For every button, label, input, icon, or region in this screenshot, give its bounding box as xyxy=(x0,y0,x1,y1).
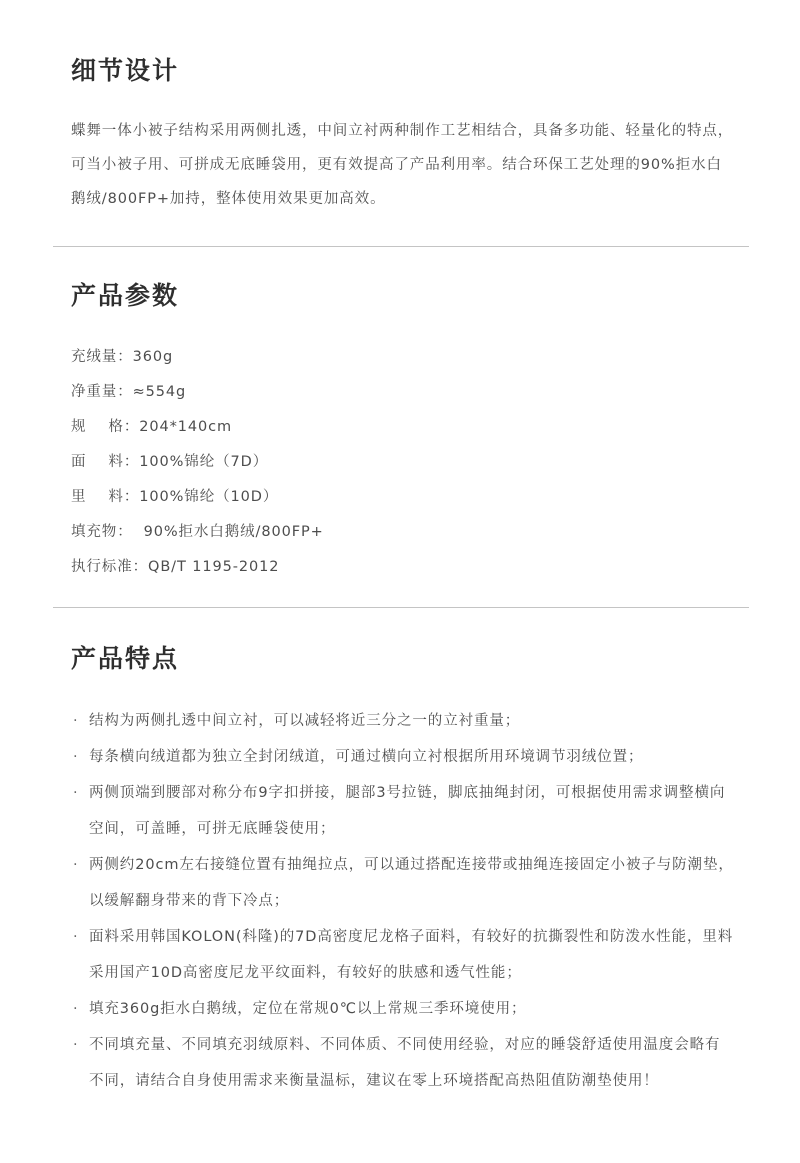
feature-item xyxy=(71,703,735,739)
divider xyxy=(53,246,749,247)
feature-text: 两侧顶端到腰部对称分布9字扣拼接，腿部3号拉链，脚底抽绳封闭，可根据使用需求调整横向空间，可盖睡，可拼无底睡袋使用； xyxy=(89,785,726,837)
param-value: 90%拒水白鹅绒/800FP+ xyxy=(132,524,324,540)
section-title-features: 产品特点 xyxy=(71,644,180,673)
feature-item xyxy=(71,847,735,919)
feature-text: 填充360g拒水白鹅绒，定位在常规0℃以上常规三季环境使用； xyxy=(89,1001,527,1017)
param-row-net-weight xyxy=(71,375,324,410)
feature-text: 每条横向绒道都为独立全封闭绒道，可通过横向立衬根据所用环境调节羽绒位置； xyxy=(89,749,644,765)
param-label: 净重量： xyxy=(71,384,133,400)
feature-item xyxy=(71,1027,735,1099)
param-row-lining xyxy=(71,480,324,515)
feature-item xyxy=(71,919,735,991)
param-value: 100%锦纶（10D） xyxy=(139,489,279,505)
bullet-icon: · xyxy=(73,1037,79,1053)
param-label: 填充物： xyxy=(71,524,133,540)
param-row-filling xyxy=(71,515,324,550)
feature-text: 两侧约20cm左右接缝位置有抽绳拉点，可以通过搭配连接带或抽绳连接固定小被子与防潮垫，以缓解翻身带来的背下冷点； xyxy=(89,857,734,909)
param-label: 规 格： xyxy=(71,419,140,435)
feature-text: 面料采用韩国KOLON(科隆)的7D高密度尼龙格子面料，有较好的抗撕裂性和防泼水性能，里料采用国产10D高密度尼龙平纹面料，有较好的肤感和透气性能； xyxy=(89,929,734,981)
feature-list xyxy=(71,703,735,1099)
bullet-icon: · xyxy=(73,929,79,945)
section-title-design: 细节设计 xyxy=(71,56,180,85)
param-label: 执行标准： xyxy=(71,559,148,575)
param-value: 360g xyxy=(132,349,174,365)
param-value: ≈554g xyxy=(132,384,187,400)
param-row-fill-weight xyxy=(71,340,324,375)
bullet-icon: · xyxy=(73,785,79,801)
param-list xyxy=(71,340,324,585)
feature-item xyxy=(71,991,735,1027)
param-value: 204*140cm xyxy=(139,419,233,435)
bullet-icon: · xyxy=(73,749,79,765)
divider xyxy=(53,607,749,608)
param-value: QB/T 1195-2012 xyxy=(148,559,280,575)
param-row-size xyxy=(71,410,324,445)
section-title-params: 产品参数 xyxy=(71,281,180,310)
bullet-icon: · xyxy=(73,857,79,873)
param-label: 充绒量： xyxy=(71,349,133,365)
bullet-icon: · xyxy=(73,713,79,729)
design-paragraph: 蝶舞一体小被子结构采用两侧扎透，中间立衬两种制作工艺相结合，具备多功能、轻量化的特点，可当小被子用、可拼成无底睡袋用，更有效提高了产品利用率。结合环保工艺处理的90%拒水白鹅绒/800FP+加持，整体使用效果更加高效。 xyxy=(71,123,734,207)
feature-text: 结构为两侧扎透中间立衬，可以减轻将近三分之一的立衬重量； xyxy=(89,713,521,729)
param-value: 100%锦纶（7D） xyxy=(139,454,269,470)
feature-item xyxy=(71,739,735,775)
param-row-shell xyxy=(71,445,324,480)
param-label: 里 料： xyxy=(71,489,140,505)
param-label: 面 料： xyxy=(71,454,140,470)
bullet-icon: · xyxy=(73,1001,79,1017)
feature-item xyxy=(71,775,735,847)
feature-text: 不同填充量、不同填充羽绒原料、不同体质、不同使用经验，对应的睡袋舒适使用温度会略有不同，请结合自身使用需求来衡量温标，建议在零上环境搭配高热阻值防潮垫使用！ xyxy=(89,1037,721,1089)
param-row-standard xyxy=(71,550,324,585)
